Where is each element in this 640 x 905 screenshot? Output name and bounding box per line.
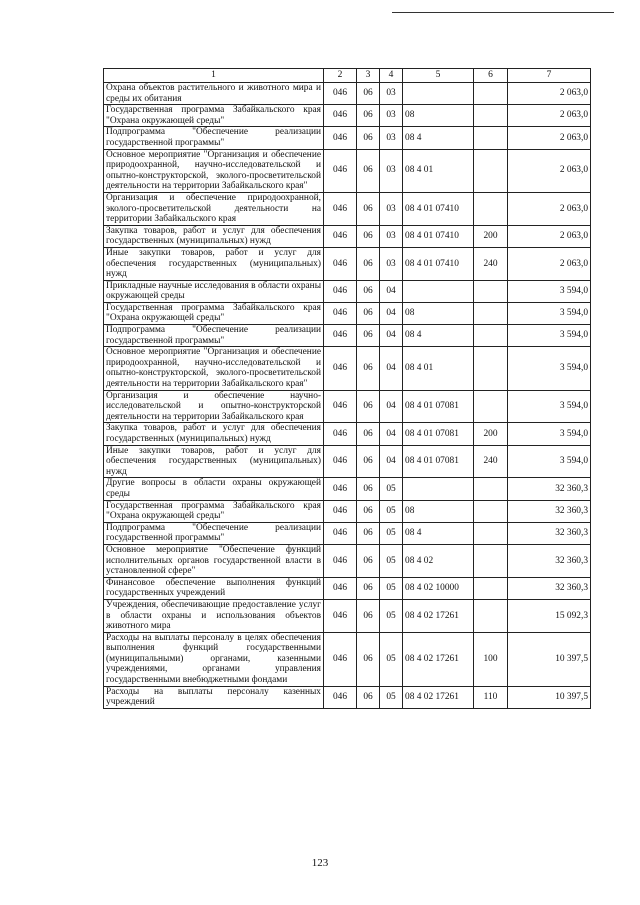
expense-type-cell: 110 [474,686,508,708]
row-name-cell: Закупка товаров, работ и услуг для обеспечения государственных (муниципальных) нужд [104,225,324,247]
target-article-cell: 08 [403,302,474,324]
target-article-cell: 08 4 01 [403,149,474,192]
expense-type-cell [474,192,508,225]
amount-cell: 32 360,3 [508,577,591,599]
amount-cell: 32 360,3 [508,500,591,522]
section-code-cell: 06 [357,478,380,500]
subsection-code-cell: 04 [380,302,403,324]
table-row [104,280,591,302]
expense-type-cell [474,325,508,347]
ministry-code-cell: 046 [324,423,357,445]
row-name-cell: Основное мероприятие "Организация и обеспечение природоохранной, научно-исследовательской и опытно-конструкторской, эколого-просветительской деятельности на территории Забайкальского края" [104,149,324,192]
column-header: 2 [324,69,357,83]
subsection-code-cell: 03 [380,192,403,225]
row-name-cell: Учреждения, обеспечивающие предоставление услуг в области охраны и использования объектов животного мира [104,599,324,632]
row-name-cell: Основное мероприятие "Организация и обеспечение природоохранной, научно-исследовательской и опытно-конструкторской, эколого-просветительской деятельности на территории Забайкальского края" [104,347,324,390]
ministry-code-cell: 046 [324,105,357,127]
amount-cell: 2 063,0 [508,83,591,105]
subsection-code-cell: 05 [380,577,403,599]
row-name-cell: Финансовое обеспечение выполнения функций государственных учреждений [104,577,324,599]
column-header: 1 [104,69,324,83]
ministry-code-cell: 046 [324,500,357,522]
section-code-cell: 06 [357,325,380,347]
target-article-cell: 08 4 02 17261 [403,599,474,632]
amount-cell: 2 063,0 [508,192,591,225]
target-article-cell: 08 4 [403,522,474,544]
expense-type-cell: 100 [474,632,508,686]
subsection-code-cell: 04 [380,280,403,302]
target-article-cell: 08 [403,500,474,522]
expense-type-cell: 200 [474,225,508,247]
ministry-code-cell: 046 [324,127,357,149]
subsection-code-cell: 04 [380,325,403,347]
table-row [104,390,591,423]
row-name-cell: Расходы на выплаты персоналу в целях обеспечения выполнения функций государственными (муниципальными) органами, казенными учреждениями, органами управления государственными внебюджетными фондами [104,632,324,686]
amount-cell: 3 594,0 [508,280,591,302]
row-name-cell: Организация и обеспечение природоохранной, эколого-просветительской деятельности на территории Забайкальского края [104,192,324,225]
row-name-cell: Закупка товаров, работ и услуг для обеспечения государственных (муниципальных) нужд [104,423,324,445]
subsection-code-cell: 05 [380,522,403,544]
subsection-code-cell: 03 [380,83,403,105]
target-article-cell: 08 4 01 [403,347,474,390]
row-name-cell: Другие вопросы в области охраны окружающей среды [104,478,324,500]
ministry-code-cell: 046 [324,83,357,105]
row-name-cell: Государственная программа Забайкальского края "Охрана окружающей среды" [104,302,324,324]
amount-cell: 3 594,0 [508,302,591,324]
table-header-row [104,69,591,83]
ministry-code-cell: 046 [324,225,357,247]
subsection-code-cell: 03 [380,225,403,247]
amount-cell: 10 397,5 [508,686,591,708]
row-name-cell: Охрана объектов растительного и животного мира и среды их обитания [104,83,324,105]
expense-type-cell [474,105,508,127]
row-name-cell: Государственная программа Забайкальского края "Охрана окружающей среды" [104,500,324,522]
amount-cell: 3 594,0 [508,325,591,347]
section-code-cell: 06 [357,632,380,686]
expense-type-cell [474,127,508,149]
target-article-cell [403,478,474,500]
table-row [104,225,591,247]
ministry-code-cell: 046 [324,325,357,347]
section-code-cell: 06 [357,347,380,390]
ministry-code-cell: 046 [324,544,357,577]
table-row [104,500,591,522]
table-row [104,192,591,225]
expense-type-cell [474,390,508,423]
column-header: 3 [357,69,380,83]
section-code-cell: 06 [357,544,380,577]
section-code-cell: 06 [357,302,380,324]
expense-type-cell [474,599,508,632]
target-article-cell: 08 4 02 17261 [403,632,474,686]
target-article-cell: 08 4 [403,325,474,347]
amount-cell: 10 397,5 [508,632,591,686]
ministry-code-cell: 046 [324,302,357,324]
ministry-code-cell: 046 [324,192,357,225]
target-article-cell: 08 4 01 07081 [403,423,474,445]
table-row [104,544,591,577]
section-code-cell: 06 [357,500,380,522]
target-article-cell: 08 4 02 [403,544,474,577]
amount-cell: 2 063,0 [508,149,591,192]
ministry-code-cell: 046 [324,445,357,478]
ministry-code-cell: 046 [324,577,357,599]
subsection-code-cell: 03 [380,149,403,192]
expense-type-cell [474,500,508,522]
amount-cell: 2 063,0 [508,105,591,127]
table-row [104,105,591,127]
section-code-cell: 06 [357,83,380,105]
expense-type-cell: 240 [474,247,508,280]
expense-type-cell: 240 [474,445,508,478]
column-header: 6 [474,69,508,83]
section-code-cell: 06 [357,599,380,632]
ministry-code-cell: 046 [324,478,357,500]
table-row [104,599,591,632]
target-article-cell [403,280,474,302]
target-article-cell [403,83,474,105]
amount-cell: 3 594,0 [508,423,591,445]
target-article-cell: 08 4 02 10000 [403,577,474,599]
header-rule [392,12,614,13]
amount-cell: 32 360,3 [508,478,591,500]
row-name-cell: Прикладные научные исследования в области охраны окружающей среды [104,280,324,302]
section-code-cell: 06 [357,577,380,599]
column-header: 7 [508,69,591,83]
table-row [104,127,591,149]
table-row [104,325,591,347]
section-code-cell: 06 [357,149,380,192]
amount-cell: 15 092,3 [508,599,591,632]
target-article-cell: 08 4 [403,127,474,149]
expense-type-cell [474,149,508,192]
expense-type-cell [474,302,508,324]
section-code-cell: 06 [357,105,380,127]
table-row [104,686,591,708]
row-name-cell: Расходы на выплаты персоналу казенных учреждений [104,686,324,708]
section-code-cell: 06 [357,423,380,445]
subsection-code-cell: 04 [380,347,403,390]
subsection-code-cell: 05 [380,478,403,500]
table-row [104,247,591,280]
section-code-cell: 06 [357,247,380,280]
subsection-code-cell: 04 [380,423,403,445]
row-name-cell: Иные закупки товаров, работ и услуг для обеспечения государственных (муниципальных) нужд [104,247,324,280]
subsection-code-cell: 05 [380,500,403,522]
ministry-code-cell: 046 [324,686,357,708]
row-name-cell: Подпрограмма "Обеспечение реализации государственной программы" [104,522,324,544]
expense-type-cell: 200 [474,423,508,445]
target-article-cell: 08 4 01 07081 [403,445,474,478]
amount-cell: 2 063,0 [508,225,591,247]
section-code-cell: 06 [357,192,380,225]
ministry-code-cell: 046 [324,522,357,544]
section-code-cell: 06 [357,127,380,149]
amount-cell: 32 360,3 [508,544,591,577]
row-name-cell: Основное мероприятие "Обеспечение функций исполнительных органов государственной власти в установленной сфере" [104,544,324,577]
row-name-cell: Государственная программа Забайкальского края "Охрана окружающей среды" [104,105,324,127]
ministry-code-cell: 046 [324,390,357,423]
column-header: 4 [380,69,403,83]
amount-cell: 3 594,0 [508,347,591,390]
table-row [104,83,591,105]
row-name-cell: Подпрограмма "Обеспечение реализации государственной программы" [104,127,324,149]
budget-table [103,68,591,709]
amount-cell: 3 594,0 [508,445,591,478]
ministry-code-cell: 046 [324,632,357,686]
amount-cell: 32 360,3 [508,522,591,544]
section-code-cell: 06 [357,522,380,544]
subsection-code-cell: 05 [380,544,403,577]
table-row [104,347,591,390]
expense-type-cell [474,83,508,105]
table-row [104,445,591,478]
expense-type-cell [474,522,508,544]
row-name-cell: Организация и обеспечение научно-исследовательской и опытно-конструкторской деятельности на территории Забайкальского края [104,390,324,423]
target-article-cell: 08 4 01 07410 [403,247,474,280]
target-article-cell: 08 4 01 07410 [403,192,474,225]
amount-cell: 2 063,0 [508,127,591,149]
subsection-code-cell: 04 [380,445,403,478]
target-article-cell: 08 4 01 07410 [403,225,474,247]
section-code-cell: 06 [357,445,380,478]
subsection-code-cell: 03 [380,105,403,127]
expense-type-cell [474,577,508,599]
subsection-code-cell: 04 [380,390,403,423]
target-article-cell: 08 4 01 07081 [403,390,474,423]
ministry-code-cell: 046 [324,149,357,192]
section-code-cell: 06 [357,225,380,247]
table-body [104,83,591,709]
ministry-code-cell: 046 [324,247,357,280]
table-row [104,522,591,544]
subsection-code-cell: 03 [380,247,403,280]
table-row [104,423,591,445]
target-article-cell: 08 4 02 17261 [403,686,474,708]
ministry-code-cell: 046 [324,599,357,632]
subsection-code-cell: 05 [380,632,403,686]
column-header: 5 [403,69,474,83]
table-row [104,302,591,324]
subsection-code-cell: 05 [380,599,403,632]
expense-type-cell [474,544,508,577]
subsection-code-cell: 05 [380,686,403,708]
section-code-cell: 06 [357,686,380,708]
table-row [104,577,591,599]
table-row [104,478,591,500]
expense-type-cell [474,478,508,500]
row-name-cell: Иные закупки товаров, работ и услуг для обеспечения государственных (муниципальных) нужд [104,445,324,478]
section-code-cell: 06 [357,390,380,423]
ministry-code-cell: 046 [324,280,357,302]
target-article-cell: 08 [403,105,474,127]
expense-type-cell [474,280,508,302]
row-name-cell: Подпрограмма "Обеспечение реализации государственной программы" [104,325,324,347]
page-number: 123 [311,857,329,869]
expense-type-cell [474,347,508,390]
table-row [104,149,591,192]
table-row [104,632,591,686]
section-code-cell: 06 [357,280,380,302]
amount-cell: 3 594,0 [508,390,591,423]
ministry-code-cell: 046 [324,347,357,390]
amount-cell: 2 063,0 [508,247,591,280]
subsection-code-cell: 03 [380,127,403,149]
